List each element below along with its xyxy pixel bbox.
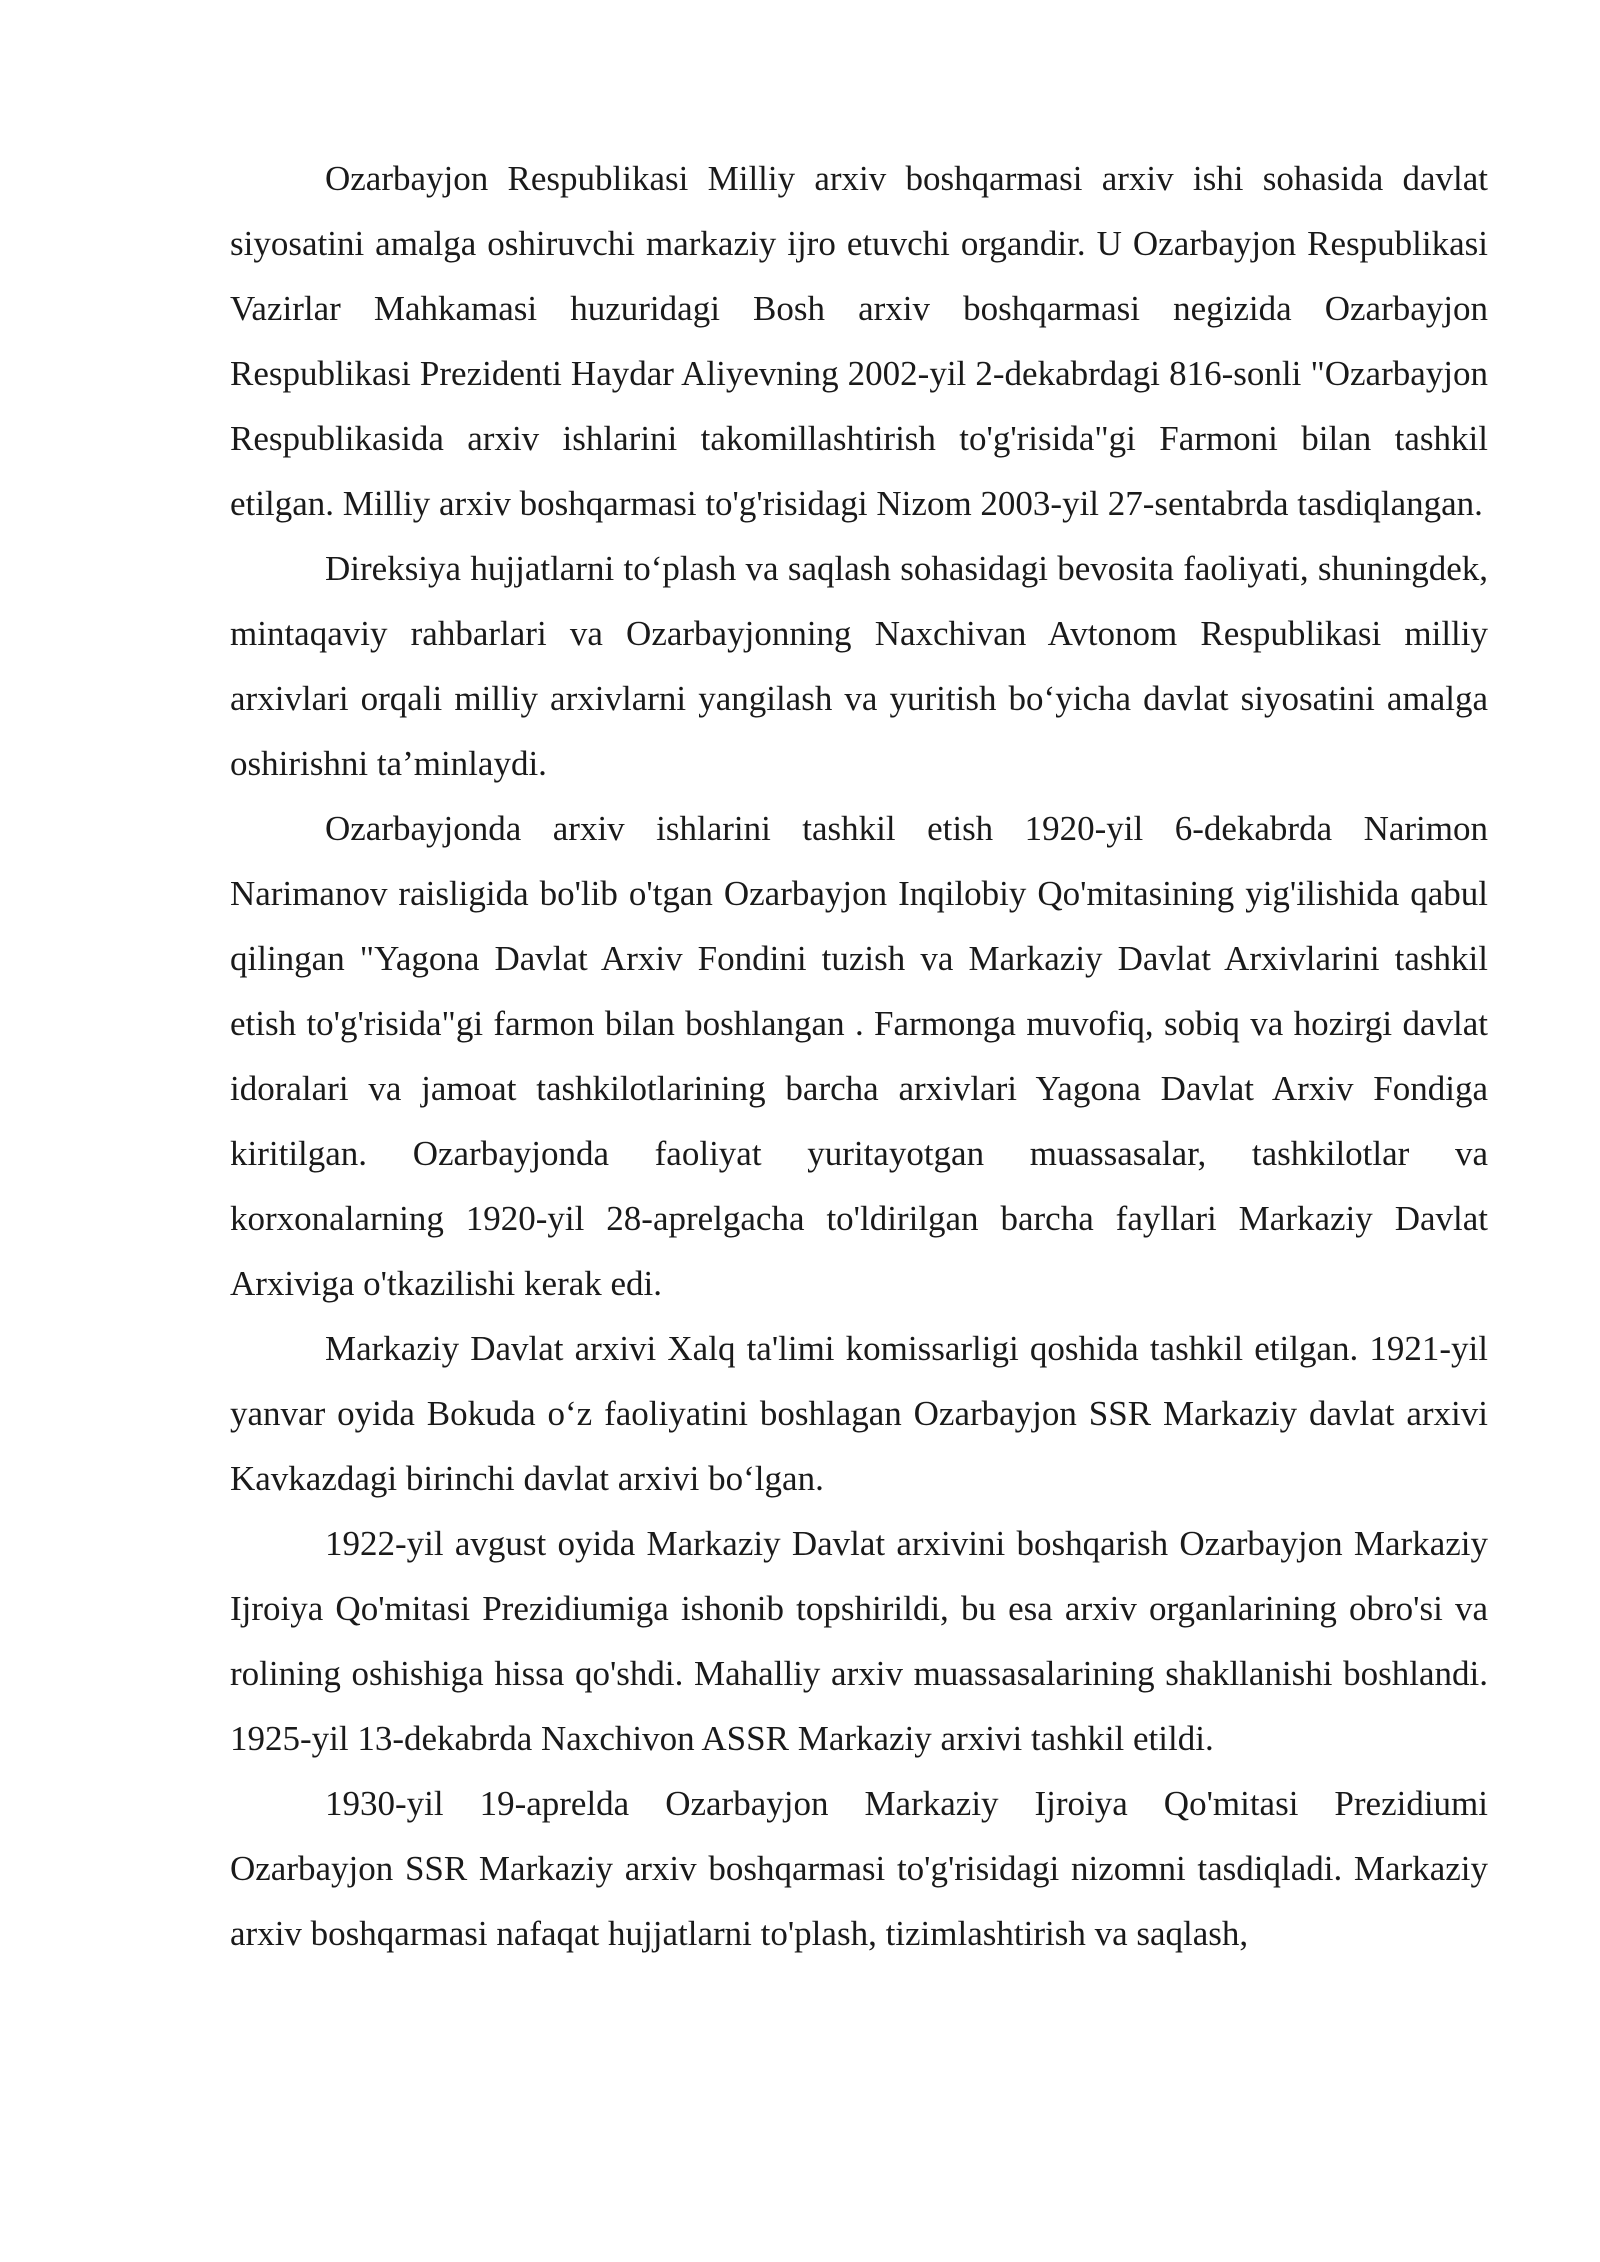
paragraph-6: 1930-yil 19-aprelda Ozarbayjon Markaziy Ijroiya Qo'mitasi Prezidiumi Ozarbayjon SSR Markaziy arxiv boshqarmasi to'g'risidagi nizomni tasdiqladi. Markaziy arxiv boshqarmasi nafaqat hujjatlarni to'plash, tizimlashtirish va saqlash, xyxy=(230,1784,1488,1953)
paragraph-4: Markaziy Davlat arxivi Xalq ta'limi komissarligi qoshida tashkil etilgan. 1921-yil yanvar oyida Bokuda o‘z faoliyatini boshlagan Ozarbayjon SSR Markaziy davlat arxivi Kavkazdagi birinchi davlat arxivi bo‘lgan. xyxy=(230,1329,1488,1498)
paragraph-2: Direksiya hujjatlarni to‘plash va saqlash sohasidagi bevosita faoliyati, shuningdek, mintaqaviy rahbarlari va Ozarbayjonning Naxchivan Avtonom Respublikasi milliy arxivlari orqali milliy arxivlarni yangilash va yuritish bo‘yicha davlat siyosatini amalga oshirishni ta’minlaydi. xyxy=(230,549,1488,783)
paragraph-1: Ozarbayjon Respublikasi Milliy arxiv boshqarmasi arxiv ishi sohasida davlat siyosatini amalga oshiruvchi markaziy ijro etuvchi organdir. U Ozarbayjon Respublikasi Vazirlar Mahkamasi huzuridagi Bosh arxiv boshqarmasi negizida Ozarbayjon Respublikasi Prezidenti Haydar Aliyevning 2002-yil 2-dekabrdagi 816-sonli "Ozarbayjon Respublikasida arxiv ishlarini takomillashtirish to'g'risida"gi Farmoni bilan tashkil etilgan. Milliy arxiv boshqarmasi to'g'risidagi Nizom 2003-yil 27-sentabrda tasdiqlangan. xyxy=(230,159,1488,523)
document-page xyxy=(230,146,1488,1966)
paragraph-3: Ozarbayjonda arxiv ishlarini tashkil etish 1920-yil 6-dekabrda Narimon Narimanov raisligida bo'lib o'tgan Ozarbayjon Inqilobiy Qo'mitasining yig'ilishida qabul qilingan "Yagona Davlat Arxiv Fondini tuzish va Markaziy Davlat Arxivlarini tashkil etish to'g'risida"gi farmon bilan boshlangan . Farmonga muvofiq, sobiq va hozirgi davlat idoralari va jamoat tashkilotlarining barcha arxivlari Yagona Davlat Arxiv Fondiga kiritilgan. Ozarbayjonda faoliyat yuritayotgan muassasalar, tashkilotlar va korxonalarning 1920-yil 28-aprelgacha to'ldirilgan barcha fayllari Markaziy Davlat Arxiviga o'tkazilishi kerak edi. xyxy=(230,809,1488,1303)
paragraph-5: 1922-yil avgust oyida Markaziy Davlat arxivini boshqarish Ozarbayjon Markaziy Ijroiya Qo'mitasi Prezidiumiga ishonib topshirildi, bu esa arxiv organlarining obro'si va rolining oshishiga hissa qo'shdi. Mahalliy arxiv muassasalarining shakllanishi boshlandi. 1925-yil 13-dekabrda Naxchivon ASSR Markaziy arxivi tashkil etildi. xyxy=(230,1524,1488,1758)
